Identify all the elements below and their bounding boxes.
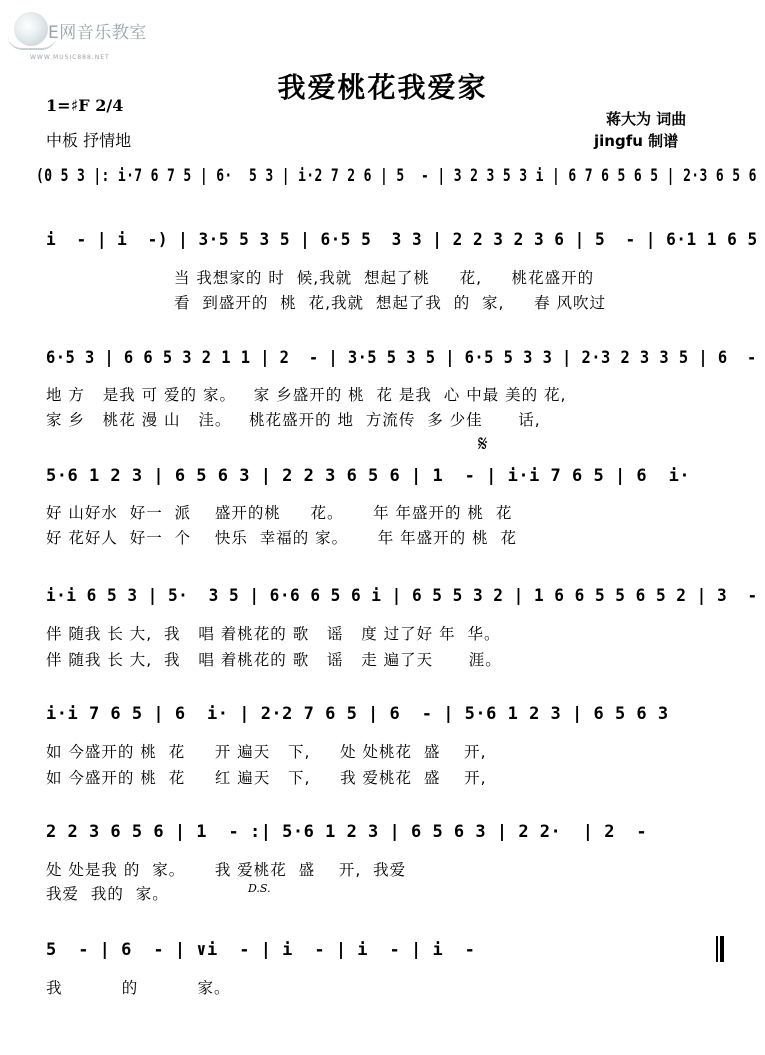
lyric-line-2-verse-1: 当 我想家的 时 候,我就 想起了桃 花, 桃花盛开的 xyxy=(174,269,595,287)
lyric-line-5-verse-2: 伴 随我 长 大, 我 唱 着桃花的 歌 谣 走 遍了天 涯。 xyxy=(46,651,502,669)
lyric-line-7-verse-1: 处 处是我 的 家。 我 爱桃花 盛 开, 我爱 xyxy=(46,861,407,879)
song-title: 我爱桃花我爱家 xyxy=(277,71,488,104)
notation-line-8: 5 - | 6 - | ∨i - | i - | i - | i - xyxy=(46,940,476,960)
lyric-line-2-verse-2: 看 到盛开的 桃 花,我就 想起了我 的 家, 春 风吹过 xyxy=(174,294,607,312)
lyricist-credit: 蒋大为 词曲 xyxy=(606,110,687,128)
notation-line-3: 6·5 3 | 6 6 5 3 2 1 1 | 2 - | 3·5 5 3 5 | 6·5 5 3 3 | 2·3 2 3 3 5 | 6 - xyxy=(46,348,757,368)
lyric-line-8-verse-1: 我 的 家。 xyxy=(46,979,231,997)
tempo-marking: 中板 抒情地 xyxy=(46,131,132,150)
lyric-line-7-verse-2: 我爱 我的 家。 xyxy=(46,885,169,903)
lyric-line-4-verse-1: 好 山好水 好一 派 盛开的桃 花。 年 年盛开的 桃 花 xyxy=(46,504,513,522)
logo-name: E网音乐教室 xyxy=(48,23,147,43)
lyric-line-5-verse-1: 伴 随我 长 大, 我 唱 着桃花的 歌 谣 度 过了好 年 华。 xyxy=(46,625,501,643)
site-logo xyxy=(8,12,168,62)
notation-line-4: 5·6 1 2 3 | 6 5 6 3 | 2 2 3 6 5 6 | 1 - | i·i 7 6 5 | 6 i· xyxy=(46,466,691,486)
segno-sign: 𝄋 xyxy=(478,432,488,457)
notation-line-1: (0 5 3 |: i·7 6 7 5 | 6· 5 3 | i·2 7 2 6 | 5 - | 3 2 3 5 3 i | 6 7 6 5 6 5 | 2·3 6 5 6 xyxy=(36,166,757,186)
notation-line-2: i - | i -) | 3·5 5 3 5 | 6·5 5 3 3 | 2 2 3 2 3 6 | 5 - | 6·1 1 6 5 xyxy=(46,230,758,250)
lyric-line-4-verse-2: 好 花好人 好一 个 快乐 幸福的 家。 年 年盛开的 桃 花 xyxy=(46,529,517,547)
final-barline-thick xyxy=(720,936,724,962)
key-signature: 1=♯F 2/4 xyxy=(46,96,124,115)
lyric-line-6-verse-2: 如 今盛开的 桃 花 红 遍天 下, 我 爱桃花 盛 开, xyxy=(46,769,487,787)
notation-line-6: i·i 7 6 5 | 6 i· | 2·2 7 6 5 | 6 - | 5·6 1 2 3 | 6 5 6 3 xyxy=(46,704,669,724)
notation-line-7: 2 2 3 6 5 6 | 1 - :| 5·6 1 2 3 | 6 5 6 3 | 2 2· | 2 - xyxy=(46,822,648,842)
lyric-line-3-verse-2: 家 乡 桃花 漫 山 洼。 桃花盛开的 地 方流传 多 少佳 话, xyxy=(46,411,541,429)
final-barline-thin xyxy=(716,936,718,962)
lyric-line-3-verse-1: 地 方 是我 可 爱的 家。 家 乡盛开的 桃 花 是我 心 中最 美的 花, xyxy=(46,386,567,404)
lyric-line-6-verse-1: 如 今盛开的 桃 花 开 遍天 下, 处 处桃花 盛 开, xyxy=(46,743,487,761)
notation-line-5: i·i 6 5 3 | 5· 3 5 | 6·6 6 5 6 i | 6 5 5 3 2 | 1 6 6 5 5 6 5 2 | 3 - xyxy=(46,586,758,606)
logo-url: WWW.MUSIC888.NET xyxy=(30,54,110,61)
arranger-credit: jingfu 制谱 xyxy=(594,132,679,150)
dal-segno-marking: D.S. xyxy=(248,882,271,895)
